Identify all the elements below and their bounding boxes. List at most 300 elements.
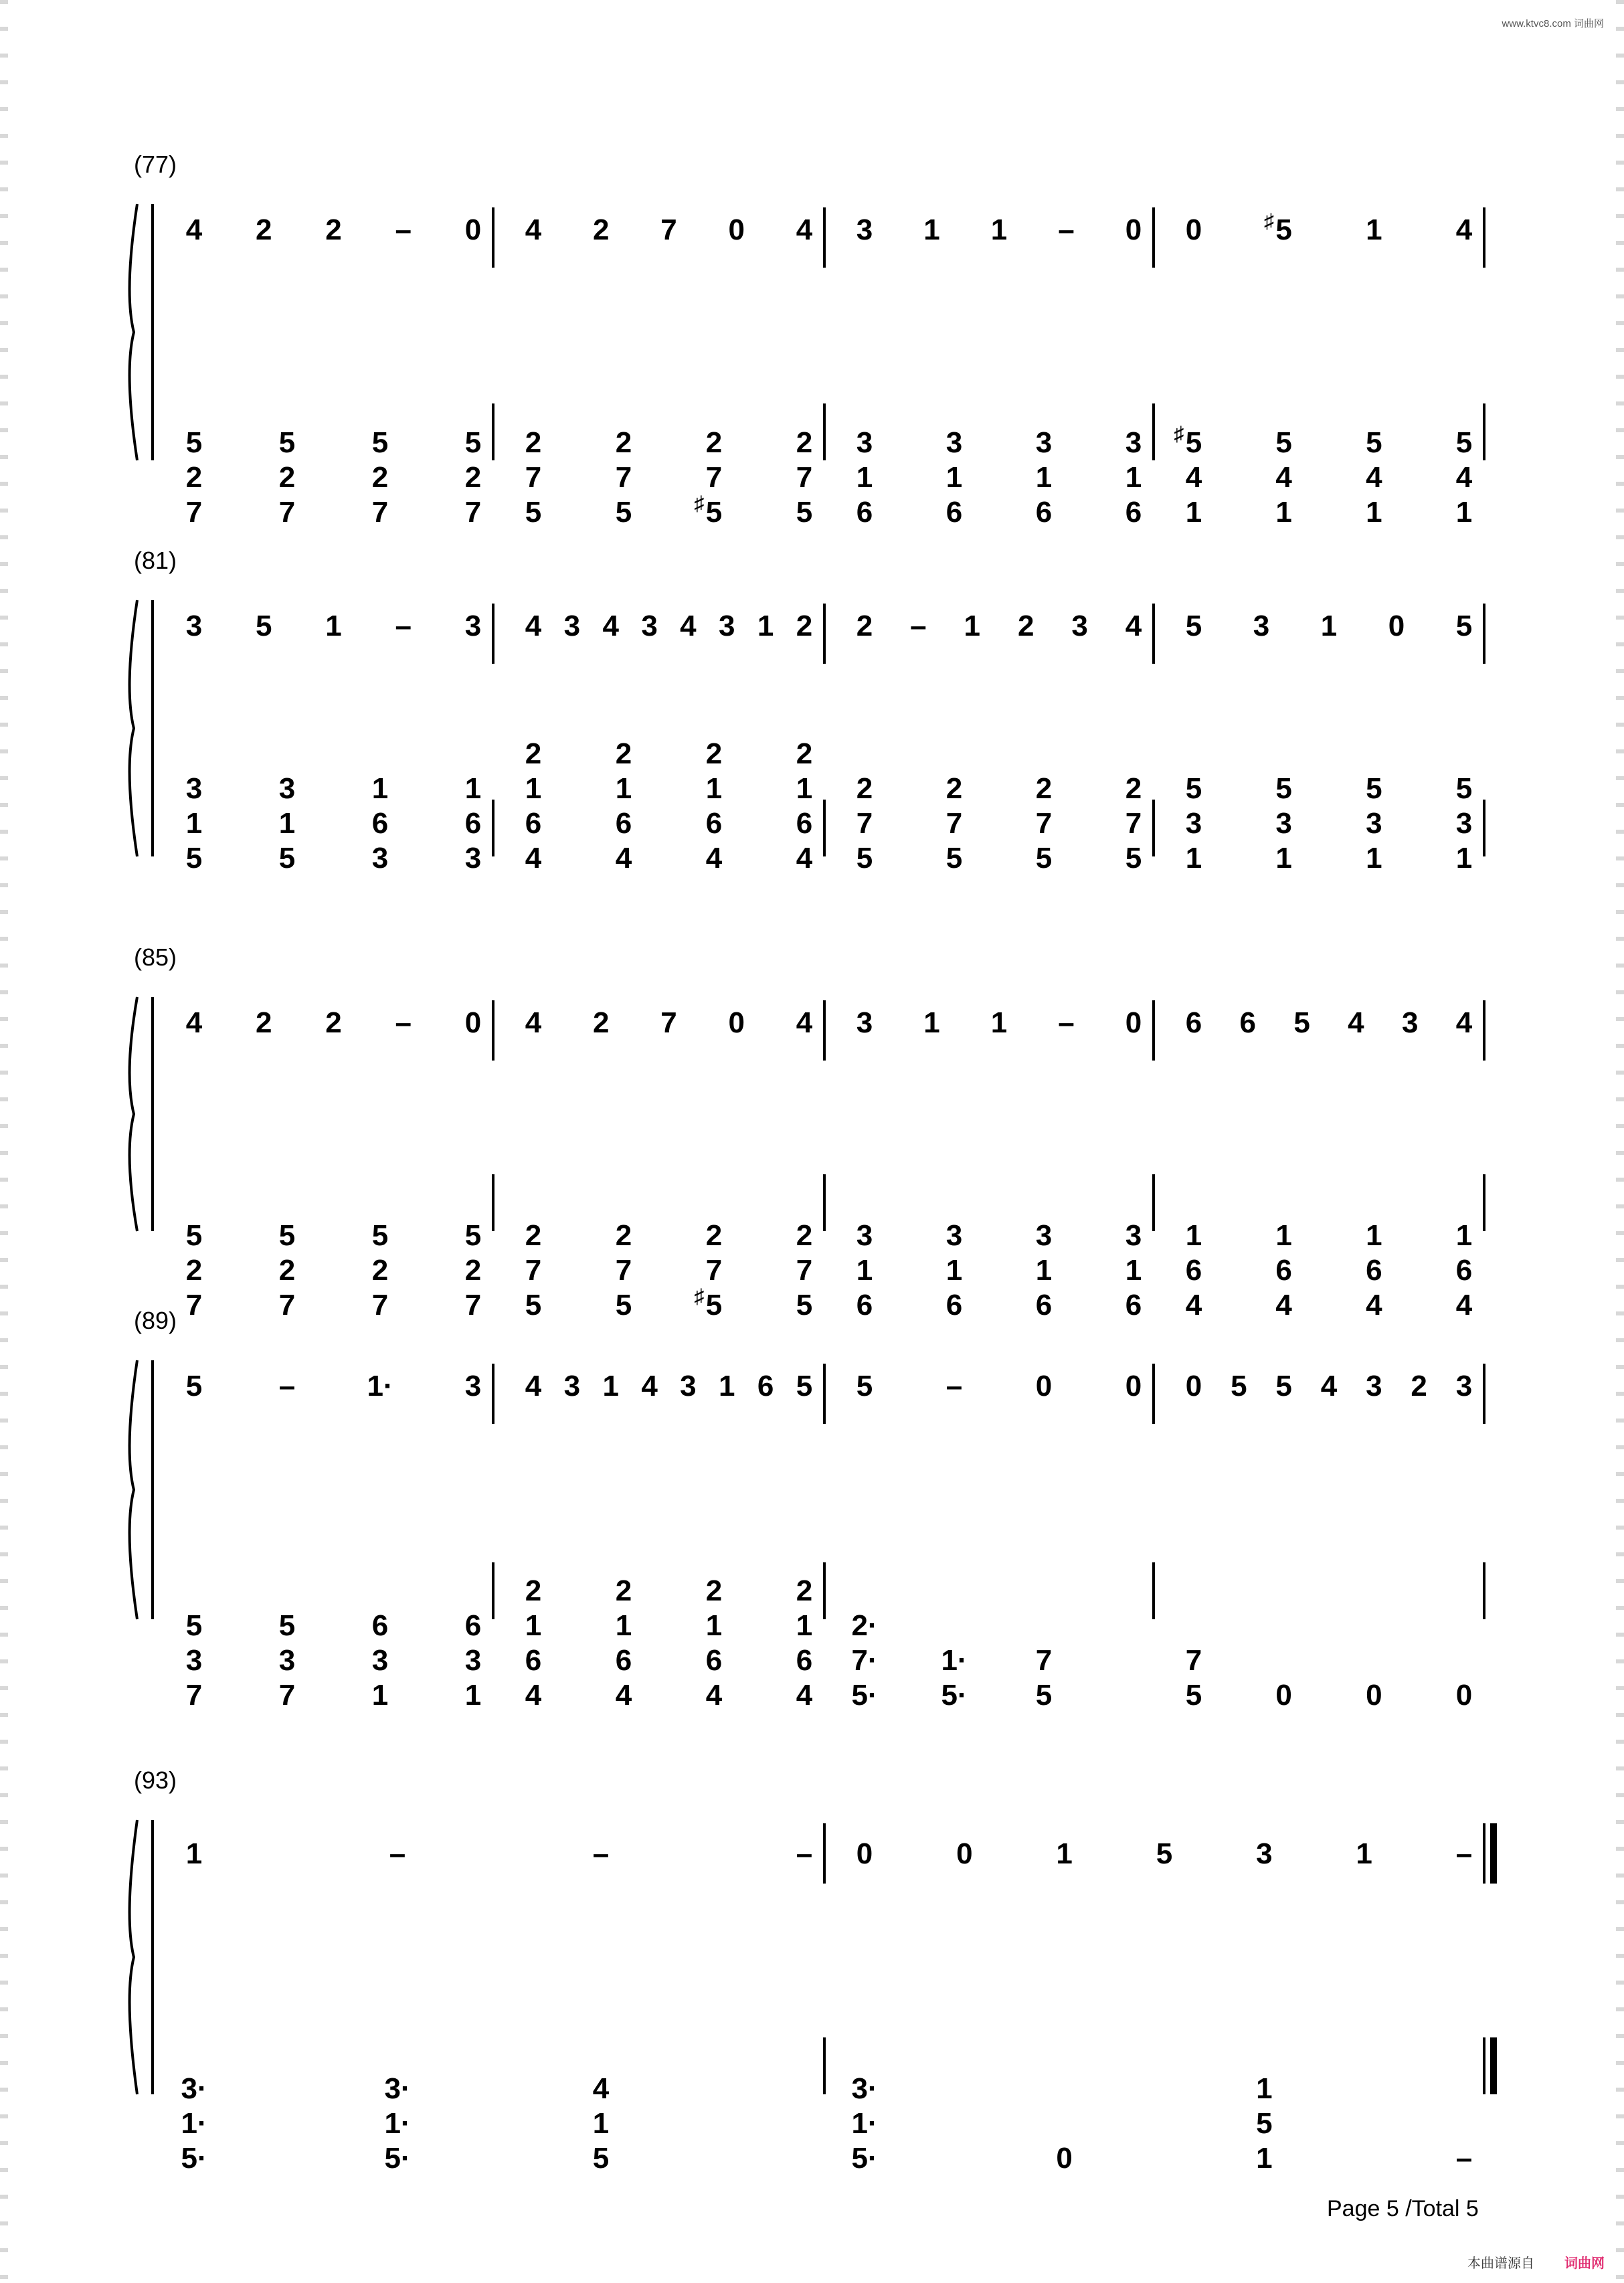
- lh-note: 5: [464, 426, 482, 459]
- rh-note: 1: [923, 213, 940, 246]
- lh-note: 5: [185, 426, 203, 459]
- lh-note: 3: [464, 1644, 482, 1677]
- rh-note: 3: [464, 610, 482, 642]
- rh-note: 0: [1185, 1370, 1202, 1402]
- rh-note: 1: [1320, 610, 1338, 642]
- lh-note: 6: [1035, 496, 1053, 529]
- lh-note: 1: [592, 2107, 610, 2140]
- lh-note: 5: [1035, 1679, 1053, 1712]
- lh-note: 1: [1366, 842, 1382, 875]
- lh-note: 1: [371, 1679, 389, 1712]
- lh-note: 1: [705, 772, 723, 805]
- rh-note: 5: [1275, 213, 1292, 246]
- lh-note: 3: [856, 1219, 873, 1252]
- rh-note: 1: [325, 610, 342, 642]
- rh-note: 0: [1185, 213, 1202, 246]
- lh-note: 1: [945, 461, 963, 494]
- rh-note: 3: [563, 1370, 581, 1402]
- lh-note: 3: [945, 1219, 963, 1252]
- lh-note: 4: [615, 1679, 632, 1712]
- lh-note: 2: [615, 1574, 632, 1607]
- rh-note: 5: [796, 1370, 813, 1402]
- rh-note: –: [945, 1370, 963, 1402]
- lh-note: 5: [615, 496, 632, 529]
- rh-note: 4: [1320, 1370, 1338, 1402]
- lh-note: 6: [1366, 1254, 1382, 1287]
- lh-note: 0: [1455, 1679, 1473, 1712]
- lh-note: 5: [1275, 772, 1292, 805]
- lh-note: 4: [592, 2072, 610, 2105]
- rh-note: 0: [464, 1006, 482, 1039]
- lh-note: 2: [525, 737, 542, 770]
- lh-note: 1·: [181, 2107, 207, 2140]
- lh-note: 1: [525, 772, 542, 805]
- rh-note: 4: [796, 1006, 813, 1039]
- system-brace: [130, 600, 137, 856]
- rh-note: 3: [464, 1370, 482, 1402]
- rh-note: 4: [1125, 610, 1142, 642]
- lh-note: 6: [1185, 1254, 1202, 1287]
- lh-note: 5: [1256, 2107, 1273, 2140]
- lh-note: 5: [278, 842, 296, 875]
- lh-note: 7: [525, 1254, 542, 1287]
- rh-note: 0: [1388, 610, 1405, 642]
- lh-note: 5: [185, 842, 203, 875]
- lh-note: 7: [1035, 807, 1053, 840]
- lh-note: 7: [705, 1254, 723, 1287]
- rh-note: 1: [719, 1370, 735, 1402]
- lh-note: 1: [796, 772, 813, 805]
- lh-note: 3: [1366, 807, 1382, 840]
- rh-note: 4: [641, 1370, 658, 1402]
- lh-note: 1: [1256, 2142, 1273, 2175]
- lh-note: 6: [615, 807, 632, 840]
- rh-note: 4: [796, 213, 813, 246]
- lh-note: 2: [185, 1254, 203, 1287]
- lh-note: 4: [1185, 461, 1202, 494]
- lh-note: 6: [945, 1289, 963, 1321]
- lh-note: 5: [278, 426, 296, 459]
- lh-note: 7: [615, 461, 632, 494]
- lh-note: 1: [1125, 461, 1142, 494]
- lh-note: 5: [945, 842, 963, 875]
- lh-note: 1: [856, 461, 873, 494]
- rh-note: 4: [185, 213, 203, 246]
- lh-note: 7: [945, 807, 963, 840]
- lh-note: 6: [371, 807, 389, 840]
- lh-note: 2: [525, 426, 542, 459]
- lh-note: 5: [1366, 772, 1382, 805]
- measure-number: (77): [134, 151, 177, 178]
- rh-note: –: [1455, 1837, 1473, 1870]
- lh-note: 4: [796, 1679, 813, 1712]
- lh-note: 5: [1125, 842, 1142, 875]
- lh-note: 6: [945, 496, 963, 529]
- sharp-sign: ♯: [694, 1285, 705, 1307]
- footer-source: 本曲谱源自: [1467, 2256, 1534, 2271]
- lh-note: 7: [371, 496, 389, 529]
- lh-note: 5: [185, 1609, 203, 1642]
- lh-note: 5: [592, 2142, 610, 2175]
- lh-note: 3: [1035, 1219, 1053, 1252]
- rh-note: 0: [1035, 1370, 1053, 1402]
- lh-note: 3: [185, 772, 203, 805]
- rh-note: 1: [185, 1837, 203, 1870]
- rh-note: 2: [325, 213, 342, 246]
- lh-note: 1: [1275, 496, 1292, 529]
- lh-note: 1·: [384, 2107, 411, 2140]
- lh-note: 1: [1185, 1219, 1202, 1252]
- rh-note: 2: [796, 610, 813, 642]
- lh-note: 7: [371, 1289, 389, 1321]
- rh-note: 1: [990, 213, 1008, 246]
- footer-brand: 词曲网: [1564, 2256, 1605, 2271]
- lh-note: 3: [278, 1644, 296, 1677]
- lh-note: 1: [1275, 842, 1292, 875]
- lh-note: 2: [705, 737, 723, 770]
- rh-note: 7: [660, 1006, 677, 1039]
- lh-note: 1: [1035, 1254, 1053, 1287]
- lh-note: 3: [1125, 1219, 1142, 1252]
- lh-note: 3: [464, 842, 482, 875]
- lh-note: 7: [464, 496, 482, 529]
- lh-note: 7: [1035, 1644, 1053, 1677]
- lh-note: 6: [856, 496, 873, 529]
- rh-note: 0: [728, 1006, 745, 1039]
- rh-note: 1: [1356, 1837, 1372, 1870]
- rh-note: –: [395, 1006, 412, 1039]
- rh-note: –: [1058, 1006, 1075, 1039]
- lh-note: 3: [278, 772, 296, 805]
- lh-note: 6: [1035, 1289, 1053, 1321]
- lh-note: 7: [185, 496, 203, 529]
- rh-note: 4: [525, 213, 542, 246]
- lh-note: 7: [278, 496, 296, 529]
- lh-note: 0: [1056, 2142, 1073, 2175]
- rh-note: 6: [1185, 1006, 1202, 1039]
- lh-note: 1: [525, 1609, 542, 1642]
- rh-note: 1: [757, 610, 774, 642]
- lh-note: 3: [1455, 807, 1473, 840]
- lh-note: 5: [1185, 1679, 1202, 1712]
- rh-note: 4: [525, 1006, 542, 1039]
- lh-note: 5·: [851, 1679, 878, 1712]
- lh-note: 6: [1455, 1254, 1473, 1287]
- lh-note: 5: [371, 426, 389, 459]
- lh-note: 3: [1275, 807, 1292, 840]
- lh-note: 3·: [181, 2072, 207, 2105]
- rh-note: 2: [256, 213, 272, 246]
- rh-note: 0: [1125, 1370, 1142, 1402]
- system-brace: [130, 997, 137, 1231]
- lh-note: 4: [1275, 1289, 1292, 1321]
- rh-note: 5: [1156, 1837, 1173, 1870]
- lh-note: 4: [1366, 461, 1382, 494]
- lh-note: 1: [464, 1679, 482, 1712]
- rh-note: 1: [602, 1370, 619, 1402]
- page-number: Page 5 /Total 5: [1327, 2196, 1479, 2221]
- measure-number: (93): [134, 1766, 177, 1794]
- lh-note: 3: [945, 426, 963, 459]
- lh-note: 1: [1366, 496, 1382, 529]
- rh-note: 3: [1071, 610, 1088, 642]
- rh-note: –: [389, 1837, 406, 1870]
- lh-note: 1: [1455, 496, 1473, 529]
- lh-note: 6: [371, 1609, 389, 1642]
- lh-note: 3: [856, 426, 873, 459]
- rh-note: 4: [1455, 1006, 1473, 1039]
- lh-note: 7: [796, 1254, 813, 1287]
- lh-note: 5: [1455, 772, 1473, 805]
- rh-note: 3: [1401, 1006, 1419, 1039]
- lh-note: 7: [615, 1254, 632, 1287]
- rh-note: 6: [1239, 1006, 1257, 1039]
- lh-note: 5: [1275, 426, 1292, 459]
- lh-note: 2: [278, 461, 296, 494]
- lh-note: 5: [1185, 426, 1202, 459]
- lh-note: 2·: [851, 1609, 878, 1642]
- lh-note: 7: [856, 807, 873, 840]
- rh-note: 4: [525, 1370, 542, 1402]
- rh-note: 0: [1125, 1006, 1142, 1039]
- rh-note: 3: [856, 1006, 873, 1039]
- lh-note: 7: [525, 461, 542, 494]
- lh-note: 7·: [851, 1644, 878, 1677]
- lh-note: 5·: [181, 2142, 207, 2175]
- rh-note: –: [592, 1837, 610, 1870]
- lh-note: 2: [796, 1219, 813, 1252]
- lh-note: 3: [371, 1644, 389, 1677]
- rh-note: 0: [464, 213, 482, 246]
- rh-note: 3: [185, 610, 203, 642]
- lh-note: 2: [705, 1574, 723, 1607]
- lh-note: 6: [1125, 1289, 1142, 1321]
- rh-note: 1: [990, 1006, 1008, 1039]
- rh-note: 0: [956, 1837, 973, 1870]
- rh-note: 2: [1017, 610, 1034, 642]
- lh-note: 4: [1455, 1289, 1473, 1321]
- lh-note: 1: [615, 1609, 632, 1642]
- lh-note: 1: [945, 1254, 963, 1287]
- lh-note: 4: [1455, 461, 1473, 494]
- lh-note: 2: [1035, 772, 1053, 805]
- rh-note: 5: [256, 610, 272, 642]
- lh-note: 5: [856, 842, 873, 875]
- rh-note: 1: [1366, 213, 1382, 246]
- lh-note: 7: [705, 461, 723, 494]
- lh-note: 4: [615, 842, 632, 875]
- rh-note: 4: [525, 610, 542, 642]
- lh-note: 1: [278, 807, 296, 840]
- rh-note: 6: [757, 1370, 774, 1402]
- site-watermark: www.ktvc8.com 词曲网: [1502, 18, 1604, 29]
- rh-note: 1·: [367, 1370, 393, 1402]
- lh-note: 2: [525, 1219, 542, 1252]
- rh-note: 4: [680, 610, 697, 642]
- lh-note: 1: [1185, 496, 1202, 529]
- lh-note: 5·: [941, 1679, 968, 1712]
- lh-note: 5·: [384, 2142, 411, 2175]
- rh-note: 4: [185, 1006, 203, 1039]
- rh-note: 3: [680, 1370, 697, 1402]
- lh-note: 2: [705, 1219, 723, 1252]
- rh-note: 2: [256, 1006, 272, 1039]
- lh-note: 5: [185, 1219, 203, 1252]
- lh-note: 2: [1125, 772, 1142, 805]
- lh-note: 6: [1275, 1254, 1292, 1287]
- rh-note: 3: [1455, 1370, 1473, 1402]
- lh-note: 3: [185, 1644, 203, 1677]
- lh-note: 1: [371, 772, 389, 805]
- lh-note: 5: [705, 496, 723, 529]
- lh-note: 1: [615, 772, 632, 805]
- lh-note: 2: [615, 737, 632, 770]
- lh-note: 1: [1125, 1254, 1142, 1287]
- lh-note: 4: [1185, 1289, 1202, 1321]
- lh-note: 1: [464, 772, 482, 805]
- rh-note: 3: [1253, 610, 1270, 642]
- lh-note: 5: [464, 1219, 482, 1252]
- lh-note: 6: [796, 807, 813, 840]
- rh-note: 2: [325, 1006, 342, 1039]
- lh-note: 3·: [851, 2072, 878, 2105]
- lh-note: 1: [1035, 461, 1053, 494]
- rh-note: –: [278, 1370, 296, 1402]
- rh-note: 1: [964, 610, 981, 642]
- rh-note: 2: [856, 610, 873, 642]
- rh-note: 3: [563, 610, 581, 642]
- lh-note: 0: [1366, 1679, 1382, 1712]
- lh-note: 3: [371, 842, 389, 875]
- lh-note: 1: [185, 807, 203, 840]
- measure-number: (89): [134, 1307, 177, 1334]
- lh-note: 7: [278, 1289, 296, 1321]
- lh-note: 4: [796, 842, 813, 875]
- lh-note: 1: [796, 1609, 813, 1642]
- rh-note: 5: [1455, 610, 1473, 642]
- lh-note: 5: [705, 1289, 723, 1321]
- measure-number: (81): [134, 547, 177, 574]
- lh-note: 0: [1275, 1679, 1292, 1712]
- lh-note: 4: [525, 842, 542, 875]
- rh-note: 3: [641, 610, 658, 642]
- system-brace: [130, 204, 137, 460]
- lh-note: 6: [464, 807, 482, 840]
- rh-note: 4: [1455, 213, 1473, 246]
- rh-note: –: [796, 1837, 813, 1870]
- lh-note: 2: [278, 1254, 296, 1287]
- lh-note: 2: [371, 461, 389, 494]
- lh-note: 2: [371, 1254, 389, 1287]
- rh-note: 2: [1411, 1370, 1427, 1402]
- lh-note: 7: [1185, 1644, 1202, 1677]
- rh-note: 0: [1125, 213, 1142, 246]
- lh-note: 1·: [851, 2107, 878, 2140]
- lh-note: 5: [278, 1609, 296, 1642]
- lh-note: 2: [856, 772, 873, 805]
- rh-note: 3: [1366, 1370, 1382, 1402]
- rh-note: 5: [856, 1370, 873, 1402]
- lh-note: 1: [705, 1609, 723, 1642]
- lh-note: 2: [705, 426, 723, 459]
- rh-note: 4: [602, 610, 619, 642]
- rh-note: –: [910, 610, 927, 642]
- lh-note: 2: [185, 461, 203, 494]
- lh-note: 6: [705, 807, 723, 840]
- lh-note: 6: [464, 1609, 482, 1642]
- lh-note: 1: [1185, 842, 1202, 875]
- rh-note: –: [395, 213, 412, 246]
- lh-note: 5: [796, 496, 813, 529]
- lh-note: 1: [1455, 1219, 1473, 1252]
- lh-note: 7: [464, 1289, 482, 1321]
- lh-note: 4: [705, 842, 723, 875]
- rh-note: 1: [1056, 1837, 1073, 1870]
- lh-note: 5: [1185, 772, 1202, 805]
- lh-note: 7: [796, 461, 813, 494]
- lh-note: 1·: [941, 1644, 968, 1677]
- lh-note: 2: [615, 426, 632, 459]
- lh-note: 3: [1035, 426, 1053, 459]
- rh-note: 5: [1275, 1370, 1292, 1402]
- rh-note: 7: [660, 213, 677, 246]
- sharp-sign: ♯: [1174, 423, 1184, 445]
- lh-note: 7: [278, 1679, 296, 1712]
- lh-note: 2: [945, 772, 963, 805]
- lh-note: 5: [278, 1219, 296, 1252]
- rh-note: –: [395, 610, 412, 642]
- rh-note: 2: [593, 1006, 610, 1039]
- lh-note: 2: [464, 461, 482, 494]
- lh-note: 1: [1275, 1219, 1292, 1252]
- rh-note: 5: [1231, 1370, 1247, 1402]
- lh-note: 5: [1366, 426, 1382, 459]
- lh-note: 6: [796, 1644, 813, 1677]
- lh-note: 3: [1185, 807, 1202, 840]
- system-brace: [130, 1360, 137, 1619]
- rh-note: 3: [1256, 1837, 1273, 1870]
- lh-note: 6: [705, 1644, 723, 1677]
- lh-note: 1: [856, 1254, 873, 1287]
- lh-note: 2: [525, 1574, 542, 1607]
- lh-note: 5: [371, 1219, 389, 1252]
- lh-note: 1: [1455, 842, 1473, 875]
- lh-note: 6: [1125, 496, 1142, 529]
- lh-note: 2: [796, 737, 813, 770]
- lh-note: 4: [1366, 1289, 1382, 1321]
- lh-note: 4: [705, 1679, 723, 1712]
- lh-note: 6: [615, 1644, 632, 1677]
- rh-note: 2: [593, 213, 610, 246]
- lh-note: 1: [1256, 2072, 1273, 2105]
- lh-note: 7: [185, 1289, 203, 1321]
- rh-note: 0: [856, 1837, 873, 1870]
- lh-note: 5·: [851, 2142, 878, 2175]
- rh-note: 0: [728, 213, 745, 246]
- sharp-sign: ♯: [1264, 210, 1275, 232]
- rh-note: 5: [1293, 1006, 1310, 1039]
- lh-note: 1: [1366, 1219, 1382, 1252]
- lh-note: 5: [1035, 842, 1053, 875]
- lh-note: 2: [796, 426, 813, 459]
- lh-note: 2: [796, 1574, 813, 1607]
- rh-note: 3: [719, 610, 735, 642]
- lh-note: 7: [185, 1679, 203, 1712]
- lh-note: 6: [856, 1289, 873, 1321]
- lh-note: 4: [1275, 461, 1292, 494]
- measure-number: (85): [134, 943, 177, 971]
- rh-note: –: [1058, 213, 1075, 246]
